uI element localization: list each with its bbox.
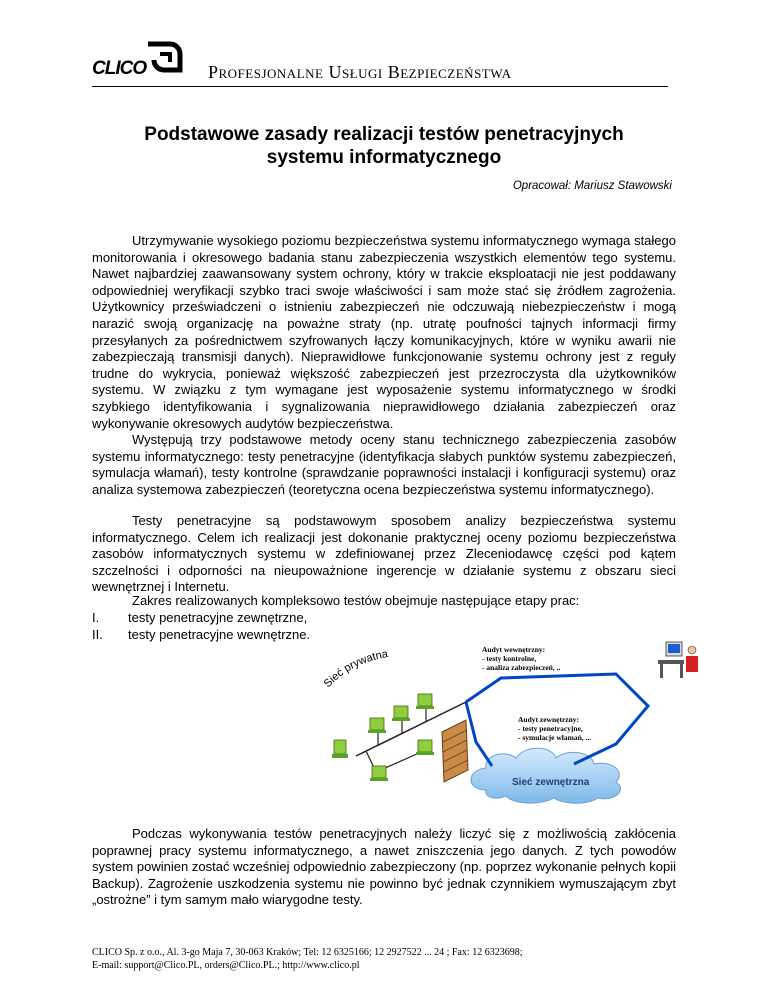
network-diagram (316, 640, 702, 805)
logo-mark-icon (144, 40, 184, 76)
header-rule (92, 86, 668, 87)
internal-audit-item: - analiza zabezpieczeń, .. (482, 663, 561, 672)
paragraph-intro: Utrzymywanie wysokiego poziomu bezpieczeństwa systemu informatycznego wymaga stałego monitorowania i okresowego badania stanu zabezpieczenia wszystkich elementów tego systemu. Nawet najbardziej zaawansowany system ochrony, który w trakcie eksploatacji nie jest poddawany odpowiedniej weryfikacji szybko traci swoje właściwości i sam może stać się źródłem zagrożenia. Użytkownicy przeświadczeni o istnieniu zabezpieczeń nie odczuwają niebezpieczeństw i mogą narazić swoją organizację na poważne straty (np. utratę poufności tajnych informacji firmy przesyłanych za pośrednictwem szyfrowanych łączy komunikacyjnych, które w wyniku awarii nie zabezpieczają transmisji danych). Nieprawidłowe funkcjonowanie systemu ochrony jest z reguły trudne do wykrycia, ponieważ większość zabezpieczeń jest przezroczysta dla użytkowników systemu. W związku z tym wymagane jest wyposażenie systemu informatycznego w środki szybkiego identyfikowania i sygnalizowania nieprawidłowego działania zabezpieczeń oraz wykonywanie okresowych audytów bezpieczeństwa. (92, 233, 676, 431)
computer-icon (416, 694, 434, 709)
page-title (96, 123, 672, 169)
firewall-icon (442, 720, 468, 782)
network-link (466, 702, 492, 766)
page-header (92, 40, 668, 90)
logo-text: CLICO (92, 58, 147, 79)
list-item-number: I. (92, 610, 100, 625)
private-network-label (322, 648, 390, 690)
paragraph-methods: Występują trzy podstawowe metody oceny stanu technicznego zabezpieczenia zasobów systemu informatycznego: testy penetracyjne (identyfikacja słabych punktów systemu zabezpieczeń, symulacja włamań), testy kontrolne (sprawdzanie poprawności instalacji i konfiguracji systemu) oraz analiza systemowa zabezpieczeń (teoretyczna ocena bezpieczeństwa systemu informatycznego). (92, 432, 676, 497)
internal-audit-title: Audyt wewnętrzny: (482, 645, 546, 654)
list-item-number: II. (92, 627, 103, 642)
external-network-cloud (471, 748, 621, 803)
computer-icon (368, 718, 386, 733)
external-audit-title: Audyt zewnętrzny: (518, 715, 580, 724)
auditor-icon (658, 642, 698, 678)
external-audit-item: - symulacje włamań, ... (518, 733, 592, 742)
external-audit-note (518, 715, 591, 742)
author: Opracował: Mariusz Stawowski (512, 180, 672, 192)
header-title: Profesjonalne Usługi Bezpieczeństwa (208, 62, 512, 82)
computer-icon (332, 740, 348, 758)
internal-audit-item: - testy kontrolne, (482, 654, 537, 663)
title-line-2: systemu informatycznego (266, 147, 502, 168)
footer-contact: E-mail: support@Clico.PL, orders@Clico.PL.; http://www.clico.pl (92, 959, 360, 971)
title-line-1: Podstawowe zasady realizacji testów penetracyjnych (144, 124, 624, 145)
computer-icon (370, 766, 388, 781)
paragraph-risks: Podczas wykonywania testów penetracyjnych należy liczyć się z możliwością zakłócenia poprawnej pracy systemu informatycznego, a nawet zniszczenia jego danych. Z tych powodów system powinien zostać wcześniej odpowiednio zabezpieczony (np. poprzez wykonanie pełnych kopii Backup). Zagrożenie uszkodzenia systemu nie powinno być jednak czynnikiem wymuszającym zbyt „ostrożne” i tym samym mało wiarygodne testy. (92, 826, 676, 908)
footer-address: CLICO Sp. z o.o., Al. 3-go Maja 7, 30-063 Kraków; Tel: 12 6325166; 12 2927522 ... 24 ; Fax: 12 6323698; (92, 947, 523, 958)
internal-audit-note (482, 645, 560, 672)
private-network-label-text: Sieć prywatna (321, 648, 389, 691)
paragraph-pentests: Testy penetracyjne są podstawowym sposobem analizy bezpieczeństwa systemu informatycznego. Celem ich realizacji jest dokonanie praktycznej oceny poziomu bezpieczeństwa zasobów informatycznych systemu w zdefiniowanej przez Zleceniodawcę części pod kątem szczelności i odporności na nieupoważnione ingerencje w działanie systemu z obszaru sieci wewnętrznej i Internetu. (92, 513, 676, 595)
external-audit-item: - testy penetracyjne, (518, 724, 583, 733)
external-network-label: Sieć zewnętrzna (512, 777, 590, 788)
computer-icon (392, 706, 410, 721)
list-item-text: testy penetracyjne wewnętrzne. (128, 627, 311, 642)
paragraph-scope: Zakres realizowanych kompleksowo testów obejmuje następujące etapy prac: (132, 593, 580, 608)
page-footer (92, 947, 522, 972)
list-item-text: testy penetracyjne zewnętrzne, (128, 610, 308, 625)
computer-icon (416, 740, 434, 755)
clico-logo (92, 40, 187, 80)
